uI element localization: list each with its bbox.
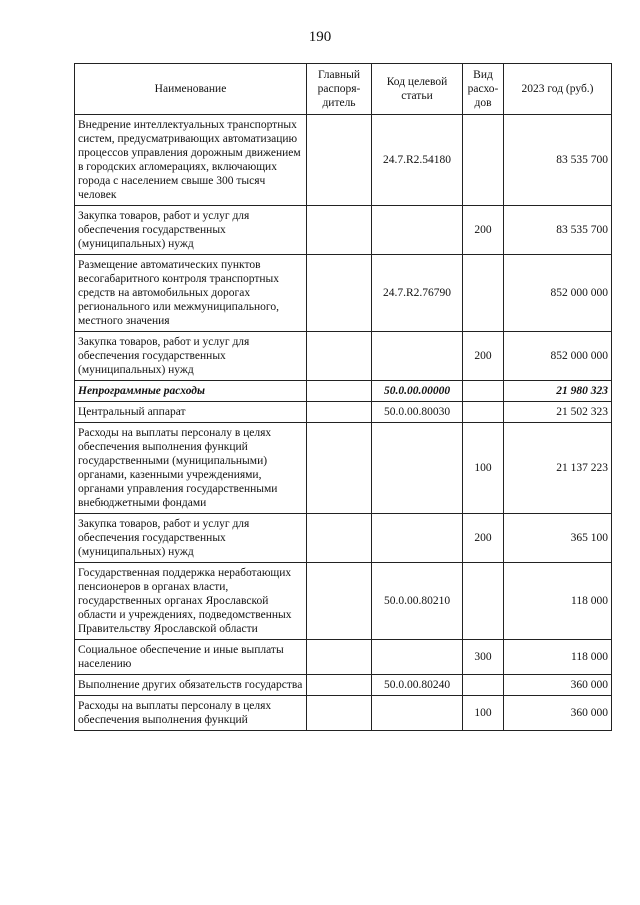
table-row	[75, 255, 612, 332]
cell-type: 100	[463, 423, 504, 514]
cell-amount: 21 980 323	[504, 381, 612, 402]
cell-admin	[307, 115, 372, 206]
cell-name: Расходы на выплаты персоналу в целях обеспечения выполнения функций государственными (муниципальными) органами, казенными учреждениями, органами управления государственными внебюджетными фондами	[75, 423, 307, 514]
table-row	[75, 563, 612, 640]
cell-type	[463, 381, 504, 402]
cell-type: 200	[463, 514, 504, 563]
cell-amount: 21 137 223	[504, 423, 612, 514]
cell-amount: 852 000 000	[504, 332, 612, 381]
cell-admin	[307, 206, 372, 255]
header-amount: 2023 год (руб.)	[504, 64, 612, 115]
table-header-row	[75, 64, 612, 115]
table-row	[75, 332, 612, 381]
cell-name: Внедрение интеллектуальных транспортных систем, предусматривающих автоматизацию процессов управления дорожным движением в городских агломерациях, включающих города с населением свыше 300 тысяч человек	[75, 115, 307, 206]
cell-admin	[307, 514, 372, 563]
header-code: Код целевой статьи	[372, 64, 463, 115]
cell-name: Государственная поддержка неработающих пенсионеров в органах власти, государственных органах Ярославской области и учреждениях, подведомственных Правительству Ярославской области	[75, 563, 307, 640]
table-row	[75, 696, 612, 731]
table-body	[75, 115, 612, 731]
table-row	[75, 381, 612, 402]
table-row	[75, 402, 612, 423]
cell-code	[372, 423, 463, 514]
cell-amount: 83 535 700	[504, 206, 612, 255]
cell-name: Непрограммные расходы	[75, 381, 307, 402]
header-name: Наименование	[75, 64, 307, 115]
cell-type	[463, 115, 504, 206]
table-row	[75, 640, 612, 675]
cell-type: 200	[463, 332, 504, 381]
cell-admin	[307, 640, 372, 675]
cell-name: Центральный аппарат	[75, 402, 307, 423]
table-row	[75, 514, 612, 563]
cell-name: Расходы на выплаты персоналу в целях обеспечения выполнения функций	[75, 696, 307, 731]
table-row	[75, 423, 612, 514]
cell-name: Закупка товаров, работ и услуг для обеспечения государственных (муниципальных) нужд	[75, 206, 307, 255]
header-admin: Главный распоря- дитель	[307, 64, 372, 115]
cell-code: 50.0.00.00000	[372, 381, 463, 402]
cell-amount: 118 000	[504, 640, 612, 675]
cell-admin	[307, 381, 372, 402]
cell-code: 50.0.00.80240	[372, 675, 463, 696]
cell-type: 200	[463, 206, 504, 255]
cell-code	[372, 696, 463, 731]
cell-name: Социальное обеспечение и иные выплаты населению	[75, 640, 307, 675]
cell-name: Размещение автоматических пунктов весогабаритного контроля транспортных средств на автомобильных дорогах регионального или межмуниципального, местного значения	[75, 255, 307, 332]
cell-type	[463, 402, 504, 423]
cell-code	[372, 206, 463, 255]
cell-type	[463, 675, 504, 696]
cell-admin	[307, 402, 372, 423]
cell-admin	[307, 332, 372, 381]
cell-code	[372, 514, 463, 563]
cell-admin	[307, 255, 372, 332]
cell-type: 100	[463, 696, 504, 731]
table-row	[75, 206, 612, 255]
cell-code: 50.0.00.80030	[372, 402, 463, 423]
cell-admin	[307, 563, 372, 640]
cell-admin	[307, 423, 372, 514]
cell-code	[372, 640, 463, 675]
cell-code: 50.0.00.80210	[372, 563, 463, 640]
cell-name: Закупка товаров, работ и услуг для обеспечения государственных (муниципальных) нужд	[75, 332, 307, 381]
page-number: 190	[308, 29, 332, 45]
cell-name: Закупка товаров, работ и услуг для обеспечения государственных (муниципальных) нужд	[75, 514, 307, 563]
cell-amount: 852 000 000	[504, 255, 612, 332]
table-row	[75, 115, 612, 206]
cell-amount: 360 000	[504, 696, 612, 731]
cell-amount: 360 000	[504, 675, 612, 696]
cell-code: 24.7.R2.54180	[372, 115, 463, 206]
cell-type	[463, 255, 504, 332]
cell-amount: 365 100	[504, 514, 612, 563]
cell-type	[463, 563, 504, 640]
header-type: Вид расхо- дов	[463, 64, 504, 115]
cell-amount: 21 502 323	[504, 402, 612, 423]
cell-amount: 118 000	[504, 563, 612, 640]
cell-admin	[307, 696, 372, 731]
cell-name: Выполнение других обязательств государства	[75, 675, 307, 696]
cell-code	[372, 332, 463, 381]
cell-code: 24.7.R2.76790	[372, 255, 463, 332]
cell-amount: 83 535 700	[504, 115, 612, 206]
budget-table	[74, 63, 612, 731]
table-row	[75, 675, 612, 696]
cell-admin	[307, 675, 372, 696]
cell-type: 300	[463, 640, 504, 675]
